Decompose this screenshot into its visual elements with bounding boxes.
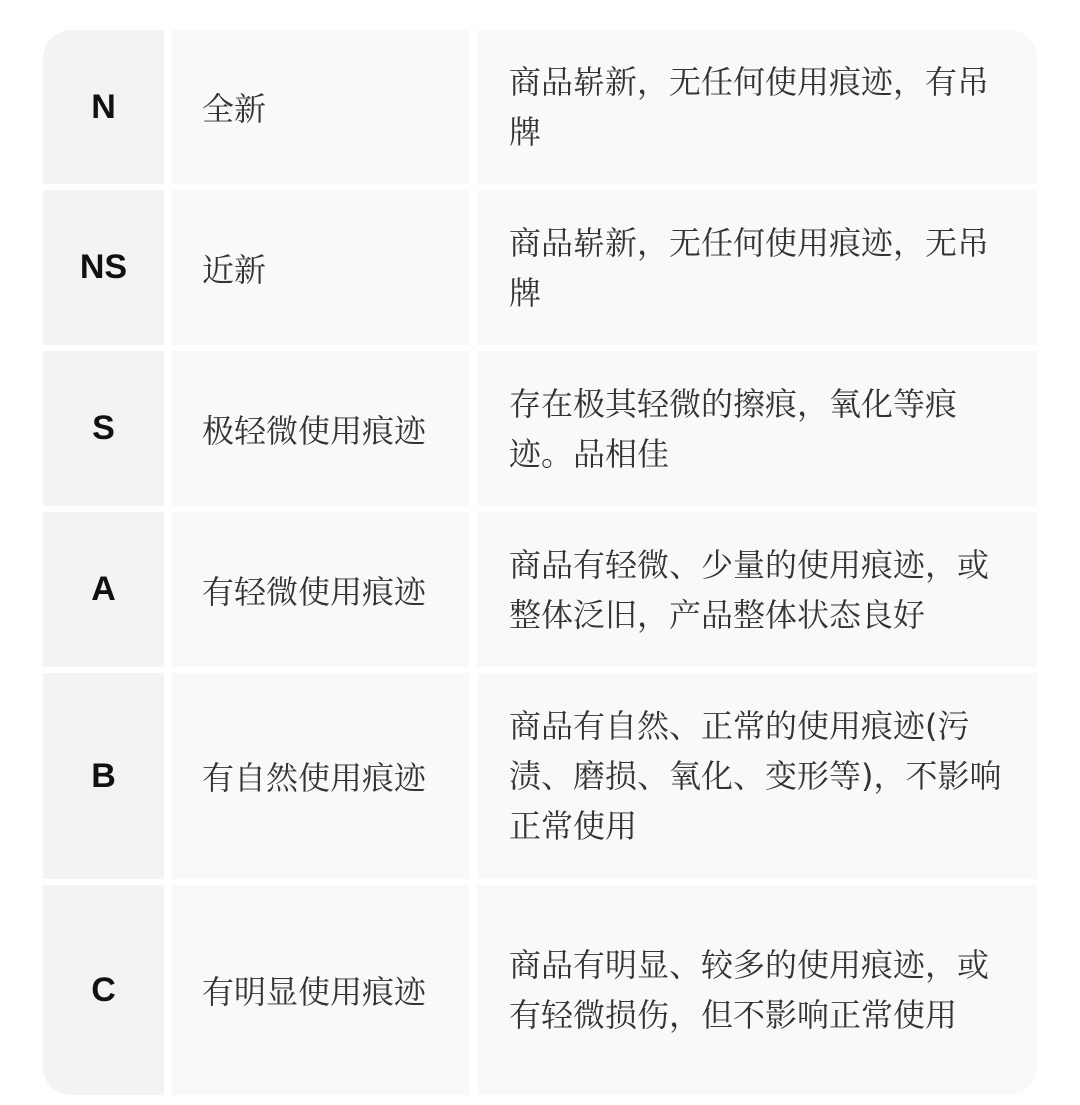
grade-name: 有轻微使用痕迹 (172, 512, 469, 667)
table-row (43, 885, 1037, 1095)
grade-description: 商品崭新，无任何使用痕迹，无吊牌 (477, 190, 1037, 345)
grade-code: S (43, 351, 164, 506)
grade-code: N (43, 30, 164, 184)
table-row (43, 351, 1037, 506)
grade-code: NS (43, 190, 164, 345)
table-row (43, 190, 1037, 345)
grade-name: 全新 (172, 30, 469, 184)
grade-description: 商品有自然、正常的使用痕迹(污渍、磨损、氧化、变形等)，不影响正常使用 (477, 673, 1037, 879)
grade-description: 存在极其轻微的擦痕，氧化等痕迹。品相佳 (477, 351, 1037, 506)
grade-description: 商品崭新，无任何使用痕迹，有吊牌 (477, 30, 1037, 184)
grade-code: C (43, 885, 164, 1095)
table-row (43, 673, 1037, 879)
grade-name: 极轻微使用痕迹 (172, 351, 469, 506)
grade-code: A (43, 512, 164, 667)
table-row (43, 512, 1037, 667)
grade-description: 商品有轻微、少量的使用痕迹，或整体泛旧，产品整体状态良好 (477, 512, 1037, 667)
grade-code: B (43, 673, 164, 879)
condition-grade-table (43, 30, 1037, 1095)
grade-name: 有明显使用痕迹 (172, 885, 469, 1095)
grade-description: 商品有明显、较多的使用痕迹，或有轻微损伤，但不影响正常使用 (477, 885, 1037, 1095)
table-row (43, 30, 1037, 184)
grade-name: 有自然使用痕迹 (172, 673, 469, 879)
grade-name: 近新 (172, 190, 469, 345)
